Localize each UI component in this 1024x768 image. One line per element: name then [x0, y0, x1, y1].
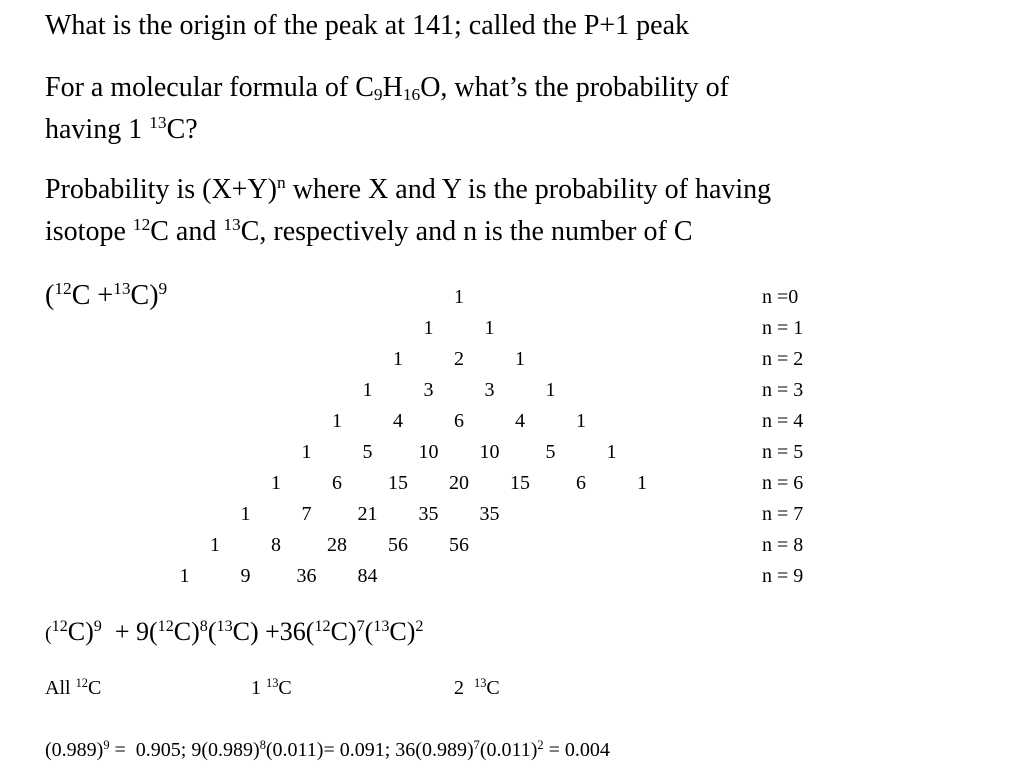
subscript: 9 [373, 85, 383, 105]
text: C, respectively and n is the number of C [240, 216, 693, 247]
row-label: n =0 [762, 286, 799, 308]
superscript: 12 [157, 618, 174, 636]
triangle-coefficient: 56 [449, 534, 469, 556]
superscript: 13 [216, 618, 233, 636]
triangle-coefficient: 84 [357, 565, 378, 587]
question-probability-line-1 [45, 72, 729, 107]
triangle-coefficient: 6 [576, 472, 586, 494]
text: (0.011)= 0.091; 36(0.989) [265, 739, 474, 761]
superscript: 12 [314, 618, 331, 636]
triangle-coefficient: 1 [606, 441, 617, 463]
triangle-coefficient: 1 [271, 472, 281, 494]
superscript: 7 [473, 738, 480, 753]
text: For a molecular formula of C [45, 72, 374, 103]
triangle-coefficient: 4 [515, 410, 525, 432]
triangle-coefficient: 1 [454, 286, 464, 308]
text: Probability is (X+Y) [45, 174, 277, 205]
triangle-coefficient: 8 [271, 534, 281, 556]
probability-definition-line-1 [45, 174, 771, 209]
row-label: n = 9 [762, 565, 804, 587]
triangle-coefficient: 1 [301, 441, 312, 463]
triangle-coefficient: 1 [179, 565, 190, 587]
row-label: n = 8 [762, 534, 804, 556]
text: ( [207, 617, 217, 646]
superscript: n [277, 173, 286, 193]
triangle-coefficient: 1 [393, 348, 403, 370]
triangle-coefficient: 36 [296, 565, 317, 587]
superscript: 9 [93, 618, 102, 636]
triangle-coefficient: 56 [388, 534, 408, 556]
triangle-coefficient: 9 [240, 565, 251, 587]
text: + 9( [101, 617, 158, 646]
text: C + [71, 280, 114, 311]
triangle-coefficient: 3 [484, 379, 495, 401]
text: ( [45, 623, 52, 645]
triangle-coefficient: 20 [449, 472, 469, 494]
text: C) [130, 280, 159, 311]
triangle-coefficient: 1 [423, 317, 434, 339]
question-peak-origin: What is the origin of the peak at 141; called the P+1 peak [45, 10, 690, 41]
superscript: 13 [149, 113, 167, 133]
triangle-coefficient: 15 [388, 472, 408, 494]
triangle-coefficient: 35 [479, 503, 500, 525]
triangle-coefficient: 10 [418, 441, 439, 463]
text: All [45, 677, 76, 699]
superscript: 13 [373, 618, 390, 636]
triangle-coefficient: 1 [362, 379, 373, 401]
text: C [87, 677, 102, 699]
text: C? [166, 114, 198, 145]
row-label: n = 3 [762, 379, 804, 401]
row-label: n = 2 [762, 348, 804, 370]
triangle-coefficient: 6 [332, 472, 342, 494]
term-label-all-12c [45, 676, 101, 702]
triangle-coefficient: 5 [362, 441, 373, 463]
superscript: 9 [158, 279, 168, 299]
triangle-coefficient: 7 [301, 503, 312, 525]
probability-definition-line-2 [45, 216, 693, 251]
text: C [278, 677, 292, 699]
triangle-coefficient: 10 [479, 441, 500, 463]
text: isotope [45, 216, 133, 247]
triangle-coefficient: 28 [327, 534, 347, 556]
text: = 0.004 [543, 739, 610, 761]
text: C) [67, 617, 94, 646]
text: where X and Y is the probability of having [285, 174, 772, 205]
triangle-coefficient: 35 [418, 503, 439, 525]
superscript: 8 [259, 738, 266, 753]
row-label: n = 6 [762, 472, 804, 494]
superscript: 12 [54, 279, 72, 299]
superscript: 13 [223, 215, 241, 235]
superscript: 13 [474, 676, 487, 691]
text: ( [45, 280, 55, 311]
row-label: n = 4 [762, 410, 804, 432]
superscript: 12 [51, 618, 68, 636]
triangle-coefficient: 1 [332, 410, 342, 432]
triangle-coefficient: 6 [454, 410, 464, 432]
triangle-coefficient: 4 [393, 410, 403, 432]
superscript: 8 [199, 618, 208, 636]
text: (0.989) [45, 739, 104, 761]
triangle-coefficient: 15 [510, 472, 530, 494]
text: = 0.905; 9(0.989) [109, 739, 260, 761]
text: C) [173, 617, 200, 646]
superscript: 13 [113, 279, 131, 299]
question-probability-line-2 [45, 114, 198, 149]
superscript: 13 [266, 676, 279, 691]
term-label-two-13c [454, 676, 500, 702]
probability-calculation [45, 738, 610, 764]
triangle-coefficient: 1 [240, 503, 251, 525]
row-label: n = 5 [762, 441, 804, 463]
text: C) [330, 617, 357, 646]
term-label-one-13c [251, 676, 292, 702]
triangle-coefficient: 1 [484, 317, 495, 339]
text: O, what’s the probability of [420, 72, 729, 103]
triangle-coefficient: 3 [423, 379, 434, 401]
superscript: 2 [537, 738, 544, 753]
subscript: 16 [402, 85, 421, 105]
binomial-expression [45, 280, 167, 315]
triangle-coefficient: 2 [454, 348, 464, 370]
triangle-coefficient: 5 [545, 441, 556, 463]
triangle-coefficient: 1 [637, 472, 647, 494]
triangle-coefficient: 1 [545, 379, 556, 401]
text: C and [150, 216, 224, 247]
superscript: 2 [415, 618, 424, 636]
triangle-coefficient: 1 [210, 534, 220, 556]
text: C) +36( [232, 617, 315, 646]
superscript: 9 [103, 738, 110, 753]
text: 2 [454, 677, 474, 699]
text: 1 [251, 677, 266, 699]
superscript: 7 [356, 618, 365, 636]
text: (0.011) [479, 739, 538, 761]
superscript: 12 [75, 676, 88, 691]
text: C [486, 677, 500, 699]
text: H [382, 72, 403, 103]
text: C) [389, 617, 416, 646]
triangle-coefficient: 21 [357, 503, 378, 525]
text: having 1 [45, 114, 150, 145]
expansion-terms [45, 616, 423, 652]
superscript: 12 [132, 215, 151, 235]
row-label: n = 7 [762, 503, 804, 525]
triangle-coefficient: 1 [576, 410, 586, 432]
row-label: n = 1 [762, 317, 804, 339]
text: ( [364, 617, 374, 646]
triangle-coefficient: 1 [515, 348, 525, 370]
